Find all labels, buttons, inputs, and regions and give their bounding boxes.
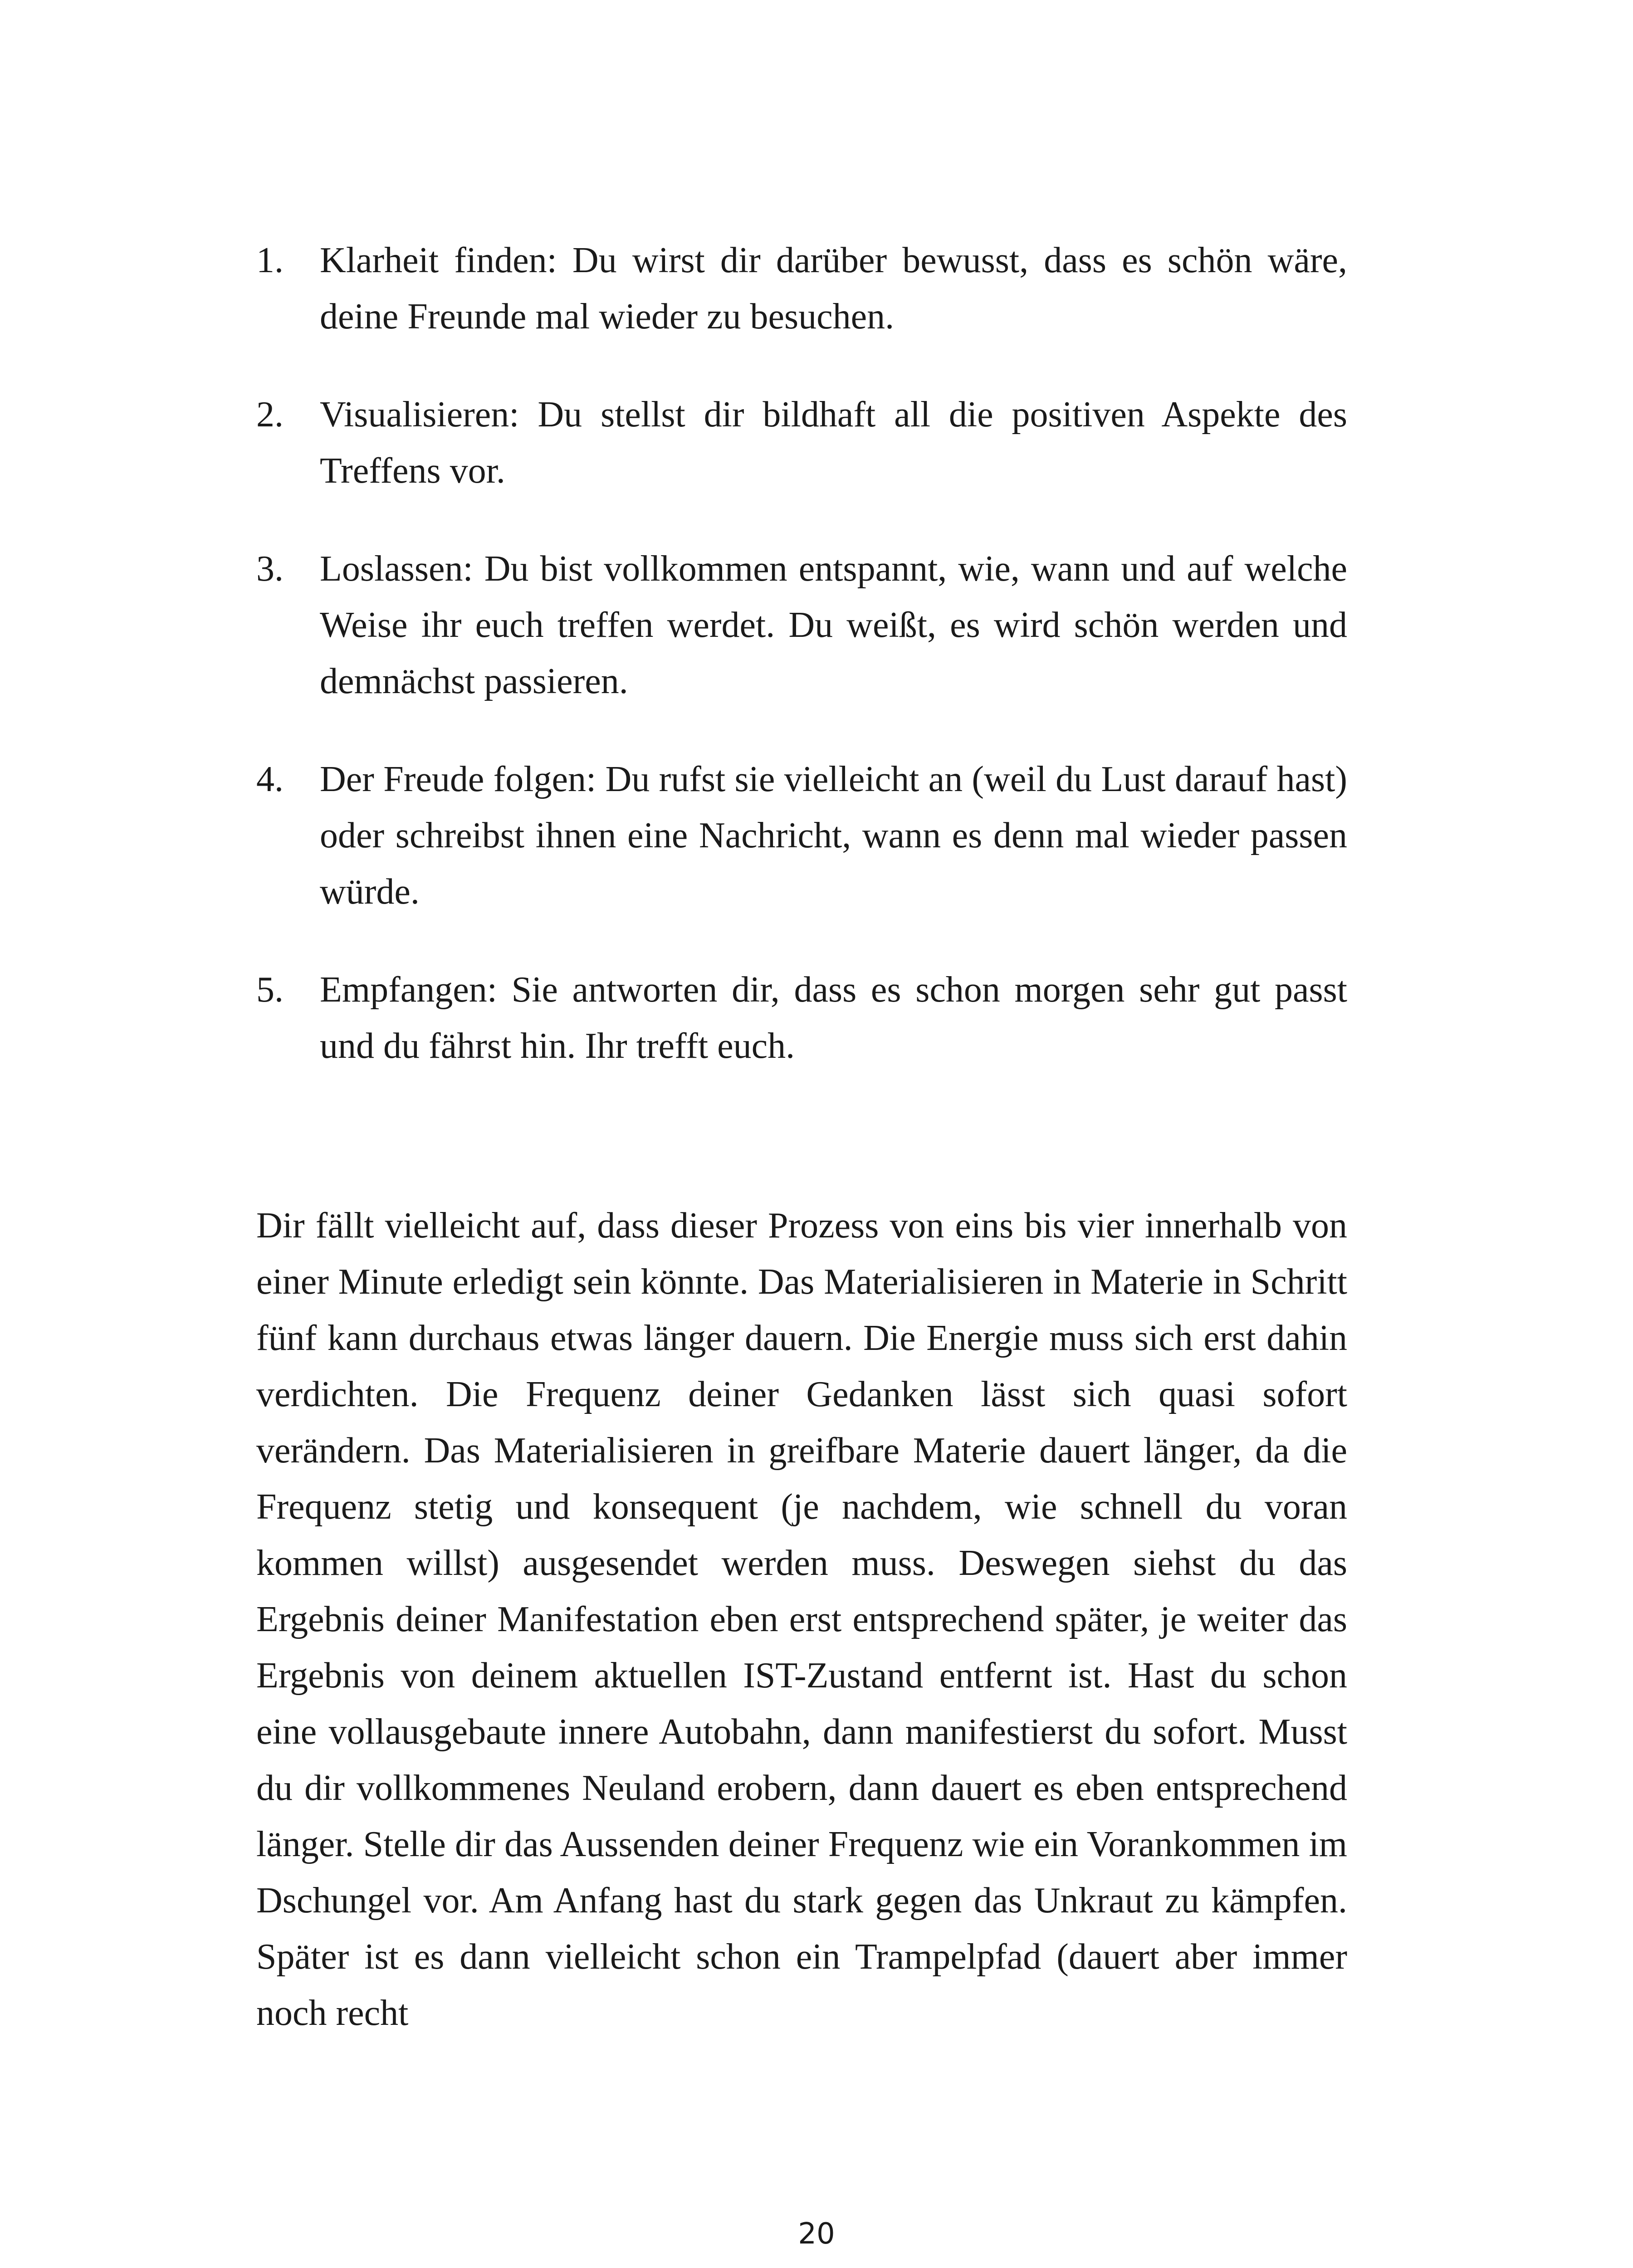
- list-item: [256, 232, 1347, 345]
- list-item: [256, 751, 1347, 920]
- list-item-text: Loslassen: Du bist vollkommen entspannt, wie, wann und auf welche Weise ihr euch treffen werdet. Du weißt, es wird schön werden und demnächst passieren.: [320, 549, 1347, 701]
- list-item-number: 3.: [256, 549, 284, 589]
- steps-list: [256, 232, 1347, 1116]
- list-item: [256, 541, 1347, 709]
- list-item-text: Visualisieren: Du stellst dir bildhaft all die positiven Aspekte des Treffens vor.: [320, 395, 1347, 491]
- list-item-number: 5.: [256, 970, 284, 1010]
- list-item-number: 1.: [256, 240, 284, 280]
- list-item-number: 2.: [256, 395, 284, 435]
- list-item: [256, 386, 1347, 499]
- list-item-text: Der Freude folgen: Du rufst sie vielleicht an (weil du Lust darauf hast) oder schreibst ihnen eine Nachricht, wann es denn mal wieder passen würde.: [320, 759, 1347, 912]
- list-item: [256, 962, 1347, 1074]
- list-item-text: Empfangen: Sie antworten dir, dass es schon morgen sehr gut passt und du fährst hin. Ihr trefft euch.: [320, 970, 1347, 1066]
- list-item-number: 4.: [256, 759, 284, 799]
- page-number: 20: [798, 2217, 835, 2251]
- body-paragraph: Dir fällt vielleicht auf, dass dieser Prozess von eins bis vier innerhalb von einer Minute erledigt sein könnte. Das Materialisieren in Materie in Schritt fünf kann durchaus etwas länger dauern. Die Energie muss sich erst dahin verdichten. Die Frequenz deiner Gedanken lässt sich quasi sofort verändern. Das Materialisieren in greifbare Materie dauert länger, da die Frequenz stetig und konsequent (je nachdem, wie schnell du voran kommen willst) ausgesendet werden muss. Deswegen siehst du das Ergebnis deiner Manifestation eben erst entsprechend später, je weiter das Ergebnis von deinem aktuellen IST-Zustand entfernt ist. Hast du schon eine vollausgebaute innere Autobahn, dann manifestierst du sofort. Musst du dir vollkommenes Neuland erobern, dann dauert es eben entsprechend länger. Stelle dir das Aussenden deiner Frequenz wie ein Vorankommen im Dschungel vor. Am Anfang hast du stark gegen das Unkraut zu kämpfen. Später ist es dann vielleicht schon ein Trampelpfad (dauert aber immer noch recht: [256, 1206, 1347, 2033]
- list-item-text: Klarheit finden: Du wirst dir darüber bewusst, dass es schön wäre, deine Freunde mal wieder zu besuchen.: [320, 240, 1347, 337]
